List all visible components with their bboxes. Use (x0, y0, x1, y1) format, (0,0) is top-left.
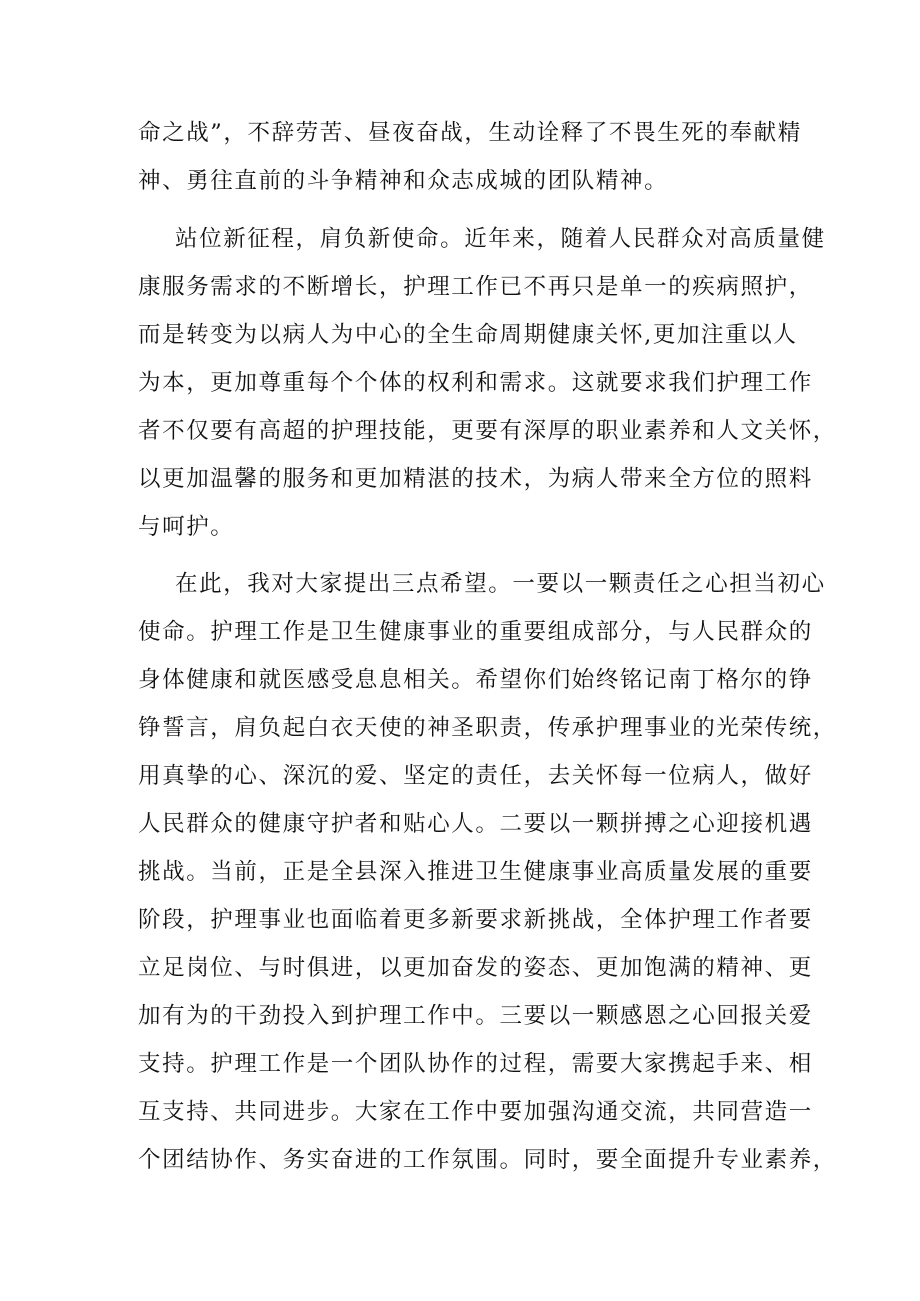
paragraph-first-line: 在此，我对大家提出三点希望。一要以一颗责任之心担当初心 (175, 571, 826, 597)
text-line: 身体健康和就医感受息息相关。希望你们始终铭记南丁格尔的铮 (138, 667, 813, 693)
text-line: 互支持、共同进步。大家在工作中要加强沟通交流，共同营造一 (138, 1099, 813, 1125)
text-line: 加有为的干劲投入到护理工作中。三要以一颗感恩之心回报关爱 (138, 1003, 813, 1029)
text-line: 铮誓言，肩负起白衣天使的神圣职责，传承护理事业的光荣传统， (138, 715, 837, 741)
text-line: 人民群众的健康守护者和贴心人。二要以一颗拼搏之心迎接机遇 (138, 811, 813, 837)
text-line: 为本，更加尊重每个个体的权利和需求。这就要求我们护理工作 (138, 370, 813, 396)
text-line: 支持。护理工作是一个团队协作的过程，需要大家携起手来、相 (138, 1051, 813, 1077)
text-line: 阶段，护理事业也面临着更多新要求新挑战，全体护理工作者要 (138, 907, 813, 933)
text-line: 使命。护理工作是卫生健康事业的重要组成部分，与人民群众的 (138, 619, 813, 645)
text-line: 用真挚的心、深沉的爱、坚定的责任，去关怀每一位病人，做好 (138, 763, 813, 789)
text-line: 神、勇往直前的斗争精神和众志成城的团队精神。 (138, 168, 669, 194)
text-line: 者不仅要有高超的护理技能，更要有深厚的职业素养和人文关怀， (138, 418, 837, 444)
text-line: 以更加温馨的服务和更加精湛的技术，为病人带来全方位的照料 (138, 466, 813, 492)
text-line: 立足岗位、与时俱进，以更加奋发的姿态、更加饱满的精神、更 (138, 955, 813, 981)
text-line: 而是转变为以病人为中心的全生命周期健康关怀,更加注重以人 (138, 322, 798, 348)
text-line: 与呵护。 (138, 514, 235, 540)
text-line: 康服务需求的不断增长，护理工作已不再只是单一的疾病照护， (138, 274, 813, 300)
text-line: 命之战”，不辞劳苦、昼夜奋战，生动诠释了不畏生死的奉献精 (138, 120, 802, 146)
text-line: 个团结协作、务实奋进的工作氛围。同时，要全面提升专业素养， (138, 1147, 837, 1173)
paragraph-first-line: 站位新征程，肩负新使命。近年来，随着人民群众对高质量健 (175, 226, 826, 252)
text-line: 挑战。当前，正是全县深入推进卫生健康事业高质量发展的重要 (138, 859, 813, 885)
